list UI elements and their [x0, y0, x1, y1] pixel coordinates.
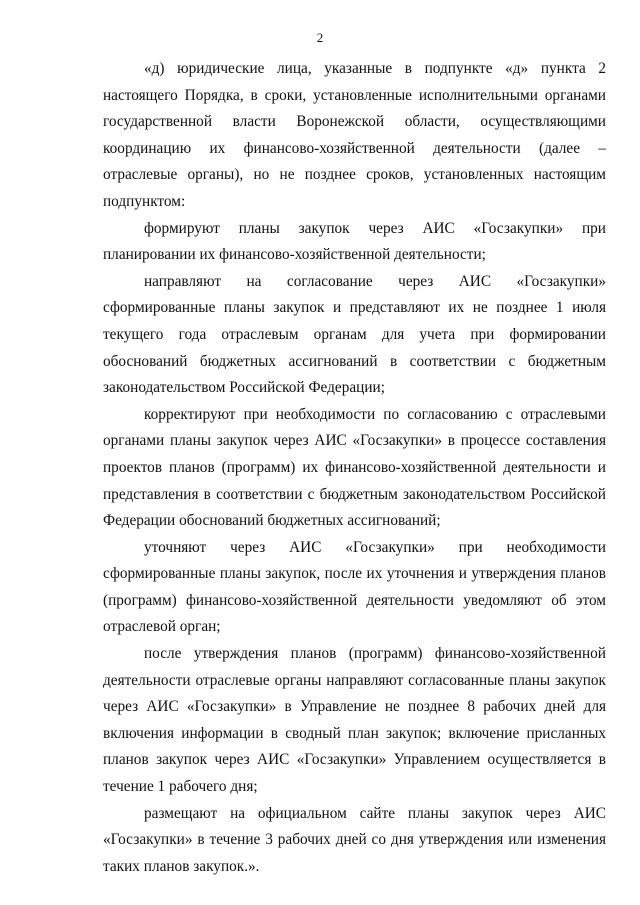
- paragraph-form-plans: формируют планы закупок через АИС «Госзакупки» при планировании их финансово-хозяйственной деятельности;: [103, 219, 606, 264]
- paragraph-legal-entities: «д) юридические лица, указанные в подпункте «д» пункта 2 настоящего Порядка, в сроки, установленные исполнительными органами государственной власти Воронежской области, осуществляющими координацию их финансово-хозяйственной деятельности (далее – отраслевые органы), но не позднее сроков, установленных настоящим подпунктом:: [103, 60, 606, 210]
- document-body: [103, 56, 606, 880]
- paragraph-clarify-plans: уточняют через АИС «Госзакупки» при необходимости сформированные планы закупок, после их уточнения и утверждения планов (программ) финансово-хозяйственной деятельности уведомляют об этом отраслевой орган;: [103, 538, 606, 636]
- paragraph-correct-plans: корректируют при необходимости по согласованию с отраслевыми органами планы закупок через АИС «Госзакупки» в процессе составления проектов планов (программ) их финансово-хозяйственной деятельности и представления в соответствии с бюджетным законодательством Российской Федерации обоснований бюджетных ассигнований;: [103, 405, 606, 530]
- paragraph-send-for-approval: направляют на согласование через АИС «Госзакупки» сформированные планы закупок и представляют их не позднее 1 июля текущего года отраслевым органам для учета при формировании обоснований бюджетных ассигнований в соответствии с бюджетным законодательством Российской Федерации;: [103, 272, 606, 397]
- paragraph-publish-plans: размещают на официальном сайте планы закупок через АИС «Госзакупки» в течение 3 рабочих дней со дня утверждения или изменения таких планов закупок.».: [103, 804, 606, 875]
- page-number: 2: [316, 30, 324, 45]
- paragraph-after-approval: после утверждения планов (программ) финансово-хозяйственной деятельности отраслевые органы направляют согласованные планы закупок через АИС «Госзакупки» в Управление не позднее 8 рабочих дней для включения информации в сводный план закупок; включение присланных планов закупок через АИС «Госзакупки» Управлением осуществляется в течение 1 рабочего дня;: [103, 645, 606, 796]
